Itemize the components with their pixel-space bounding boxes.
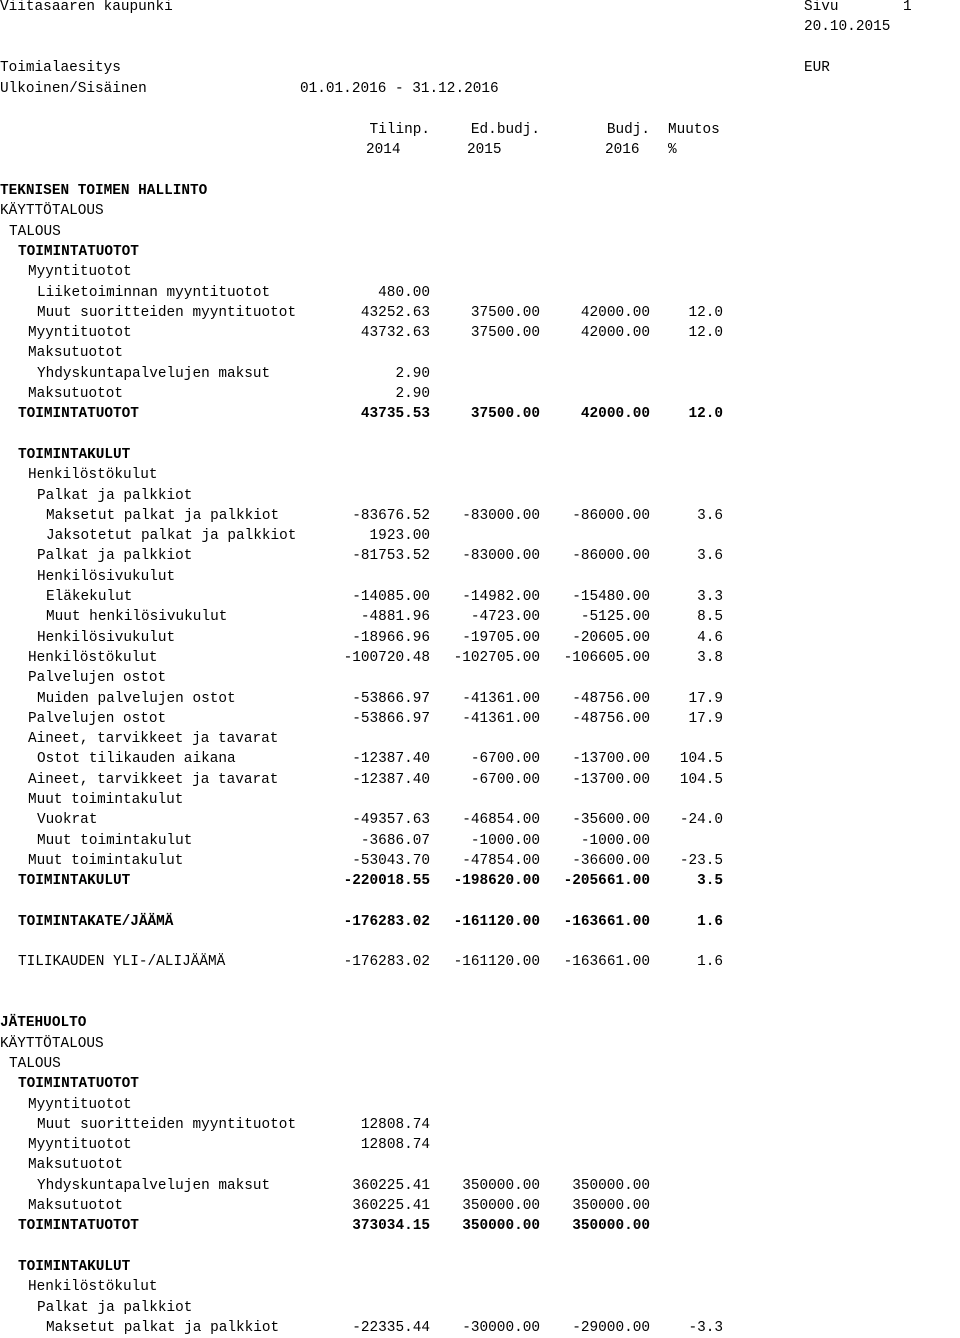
value-budj-2016: -29000.00 [572, 1320, 650, 1336]
value-tilinp-2014: -53866.97 [352, 711, 430, 727]
value-tilinp-2014: 12808.74 [360, 1137, 430, 1153]
row-label: Vuokrat [37, 812, 98, 828]
value-tilinp-2014: -22335.44 [352, 1320, 430, 1336]
value-muutos-pct: -24.0 [679, 812, 723, 828]
column-header-muutos: Muutos [668, 122, 720, 138]
value-muutos-pct: -3.3 [688, 1320, 723, 1336]
value-budj-2016: -48756.00 [572, 691, 650, 707]
report-scope: Ulkoinen/Sisäinen [0, 81, 147, 97]
value-tilinp-2014: 2.90 [395, 386, 430, 402]
value-tilinp-2014: 360225.41 [352, 1178, 430, 1194]
value-muutos-pct: 1.6 [697, 954, 723, 970]
row-label: TOIMINTATUOTOT [18, 1076, 139, 1092]
row-label: Maksetut palkat ja palkkiot [46, 1320, 280, 1336]
value-muutos-pct: 12.0 [688, 406, 723, 422]
value-muutos-pct: 12.0 [688, 305, 723, 321]
value-edbudj-2015: -83000.00 [462, 508, 540, 524]
row-label: Aineet, tarvikkeet ja tavarat [28, 772, 279, 788]
row-label: Muut henkilösivukulut [46, 609, 228, 625]
value-budj-2016: 350000.00 [572, 1198, 650, 1214]
value-muutos-pct: 3.3 [697, 589, 723, 605]
row-label: TEKNISEN TOIMEN HALLINTO [0, 183, 208, 199]
report-title: Toimialaesitys [0, 60, 121, 76]
value-edbudj-2015: -198620.00 [453, 873, 540, 889]
value-tilinp-2014: 12808.74 [360, 1117, 430, 1133]
value-muutos-pct: 3.6 [697, 508, 723, 524]
value-tilinp-2014: 360225.41 [352, 1198, 430, 1214]
column-year-tilinp: 2014 [366, 142, 401, 158]
row-label: TOIMINTATUOTOT [18, 244, 139, 260]
row-label: TALOUS [9, 224, 61, 240]
value-budj-2016: -86000.00 [572, 508, 650, 524]
value-tilinp-2014: -100720.48 [343, 650, 430, 666]
org-name: Viitasaaren kaupunki [0, 0, 173, 15]
row-label: Palkat ja palkkiot [37, 488, 193, 504]
row-label: Maksutuotot [28, 1157, 123, 1173]
row-label: Muut suoritteiden myyntituotot [37, 1117, 297, 1133]
value-muutos-pct: 8.5 [697, 609, 723, 625]
row-label: TOIMINTAKULUT [18, 447, 131, 463]
row-label: JÄTEHUOLTO [0, 1015, 87, 1031]
row-label: TALOUS [9, 1056, 61, 1072]
value-tilinp-2014: -220018.55 [343, 873, 430, 889]
value-edbudj-2015: -1000.00 [470, 833, 540, 849]
row-label: Liiketoiminnan myyntituotot [37, 285, 271, 301]
column-year-muutos: % [668, 142, 677, 158]
value-budj-2016: -1000.00 [580, 833, 650, 849]
value-tilinp-2014: 373034.15 [352, 1218, 430, 1234]
value-tilinp-2014: -49357.63 [352, 812, 430, 828]
value-edbudj-2015: -47854.00 [462, 853, 540, 869]
value-edbudj-2015: -41361.00 [462, 691, 540, 707]
row-label: Muut toimintakulut [28, 853, 184, 869]
row-label: Muut suoritteiden myyntituotot [37, 305, 297, 321]
row-label: KÄYTTÖTALOUS [0, 1036, 104, 1052]
column-year-edbudj: 2015 [467, 142, 502, 158]
value-edbudj-2015: 350000.00 [462, 1198, 540, 1214]
print-date: 20.10.2015 [804, 19, 891, 35]
row-label: Ostot tilikauden aikana [37, 751, 236, 767]
value-budj-2016: -20605.00 [572, 630, 650, 646]
column-header-tilinp: Tilinp. [369, 122, 430, 138]
row-label: Palkat ja palkkiot [37, 1300, 193, 1316]
value-muutos-pct: 104.5 [679, 751, 723, 767]
row-label: Myyntituotot [28, 1097, 132, 1113]
row-label: Muut toimintakulut [37, 833, 193, 849]
value-tilinp-2014: 1923.00 [369, 528, 430, 544]
value-muutos-pct: 1.6 [697, 914, 723, 930]
row-label: TOIMINTATUOTOT [18, 1218, 139, 1234]
value-edbudj-2015: -161120.00 [453, 954, 540, 970]
row-label: Yhdyskuntapalvelujen maksut [37, 1178, 271, 1194]
row-label: Henkilöstökulut [28, 467, 158, 483]
value-budj-2016: -205661.00 [563, 873, 650, 889]
value-muutos-pct: 17.9 [688, 691, 723, 707]
value-edbudj-2015: -41361.00 [462, 711, 540, 727]
value-tilinp-2014: 2.90 [395, 366, 430, 382]
row-label: TOIMINTATUOTOT [18, 406, 139, 422]
value-budj-2016: -35600.00 [572, 812, 650, 828]
row-label: Maksetut palkat ja palkkiot [46, 508, 280, 524]
row-label: Yhdyskuntapalvelujen maksut [37, 366, 271, 382]
value-edbudj-2015: -4723.00 [470, 609, 540, 625]
value-edbudj-2015: 37500.00 [470, 305, 540, 321]
value-budj-2016: -48756.00 [572, 711, 650, 727]
row-label: Henkilösivukulut [37, 569, 176, 585]
value-tilinp-2014: -176283.02 [343, 954, 430, 970]
value-budj-2016: -106605.00 [563, 650, 650, 666]
row-label: TOIMINTAKATE/JÄÄMÄ [18, 914, 174, 930]
value-tilinp-2014: -81753.52 [352, 548, 430, 564]
value-edbudj-2015: -14982.00 [462, 589, 540, 605]
value-tilinp-2014: 43252.63 [360, 305, 430, 321]
value-tilinp-2014: 43732.63 [360, 325, 430, 341]
value-tilinp-2014: -53043.70 [352, 853, 430, 869]
column-year-budj: 2016 [605, 142, 640, 158]
value-edbudj-2015: -161120.00 [453, 914, 540, 930]
value-tilinp-2014: -3686.07 [360, 833, 430, 849]
row-label: TOIMINTAKULUT [18, 873, 131, 889]
value-budj-2016: -163661.00 [563, 914, 650, 930]
column-header-budj: Budj. [606, 122, 650, 138]
row-label: Muut toimintakulut [28, 792, 184, 808]
row-label: Palvelujen ostot [28, 711, 167, 727]
value-muutos-pct: 104.5 [679, 772, 723, 788]
row-label: KÄYTTÖTALOUS [0, 203, 104, 219]
value-budj-2016: 42000.00 [580, 325, 650, 341]
value-edbudj-2015: -30000.00 [462, 1320, 540, 1336]
value-budj-2016: -5125.00 [580, 609, 650, 625]
value-budj-2016: -36600.00 [572, 853, 650, 869]
value-budj-2016: 350000.00 [572, 1178, 650, 1194]
currency: EUR [804, 60, 830, 76]
value-muutos-pct: 17.9 [688, 711, 723, 727]
value-budj-2016: -15480.00 [572, 589, 650, 605]
value-tilinp-2014: -14085.00 [352, 589, 430, 605]
value-budj-2016: 42000.00 [580, 406, 650, 422]
row-label: Henkilöstökulut [28, 1279, 158, 1295]
column-header-edbudj: Ed.budj. [470, 122, 540, 138]
page-label: Sivu [804, 0, 839, 15]
value-budj-2016: -13700.00 [572, 772, 650, 788]
value-budj-2016: 42000.00 [580, 305, 650, 321]
value-muutos-pct: 12.0 [688, 325, 723, 341]
value-tilinp-2014: -53866.97 [352, 691, 430, 707]
row-label: Eläkekulut [46, 589, 133, 605]
value-edbudj-2015: -19705.00 [462, 630, 540, 646]
value-edbudj-2015: -6700.00 [470, 772, 540, 788]
row-label: TOIMINTAKULUT [18, 1259, 131, 1275]
row-label: Henkilösivukulut [37, 630, 176, 646]
row-label: Aineet, tarvikkeet ja tavarat [28, 731, 279, 747]
value-budj-2016: 350000.00 [572, 1218, 650, 1234]
value-tilinp-2014: 480.00 [378, 285, 430, 301]
value-muutos-pct: -23.5 [679, 853, 723, 869]
row-label: Muiden palvelujen ostot [37, 691, 236, 707]
row-label: Myyntituotot [28, 264, 132, 280]
value-edbudj-2015: 350000.00 [462, 1178, 540, 1194]
value-edbudj-2015: -102705.00 [453, 650, 540, 666]
value-muutos-pct: 4.6 [697, 630, 723, 646]
row-label: Maksutuotot [28, 386, 123, 402]
row-label: Jaksotetut palkat ja palkkiot [46, 528, 297, 544]
value-tilinp-2014: -4881.96 [360, 609, 430, 625]
value-edbudj-2015: -83000.00 [462, 548, 540, 564]
report-period: 01.01.2016 - 31.12.2016 [300, 81, 499, 97]
row-label: Henkilöstökulut [28, 650, 158, 666]
row-label: Palvelujen ostot [28, 670, 167, 686]
page-number: 1 [903, 0, 912, 15]
value-muutos-pct: 3.6 [697, 548, 723, 564]
row-label: Myyntituotot [28, 325, 132, 341]
value-edbudj-2015: -46854.00 [462, 812, 540, 828]
value-tilinp-2014: -18966.96 [352, 630, 430, 646]
value-tilinp-2014: -83676.52 [352, 508, 430, 524]
value-muutos-pct: 3.5 [697, 873, 723, 889]
value-muutos-pct: 3.8 [697, 650, 723, 666]
value-budj-2016: -163661.00 [563, 954, 650, 970]
row-label: Myyntituotot [28, 1137, 132, 1153]
value-tilinp-2014: 43735.53 [360, 406, 430, 422]
row-label: Palkat ja palkkiot [37, 548, 193, 564]
value-tilinp-2014: -12387.40 [352, 751, 430, 767]
value-edbudj-2015: 37500.00 [470, 406, 540, 422]
value-tilinp-2014: -176283.02 [343, 914, 430, 930]
row-label: TILIKAUDEN YLI-/ALIJÄÄMÄ [18, 954, 226, 970]
value-edbudj-2015: 350000.00 [462, 1218, 540, 1234]
row-label: Maksutuotot [28, 345, 123, 361]
value-edbudj-2015: -6700.00 [470, 751, 540, 767]
value-edbudj-2015: 37500.00 [470, 325, 540, 341]
value-budj-2016: -13700.00 [572, 751, 650, 767]
value-budj-2016: -86000.00 [572, 548, 650, 564]
value-tilinp-2014: -12387.40 [352, 772, 430, 788]
row-label: Maksutuotot [28, 1198, 123, 1214]
